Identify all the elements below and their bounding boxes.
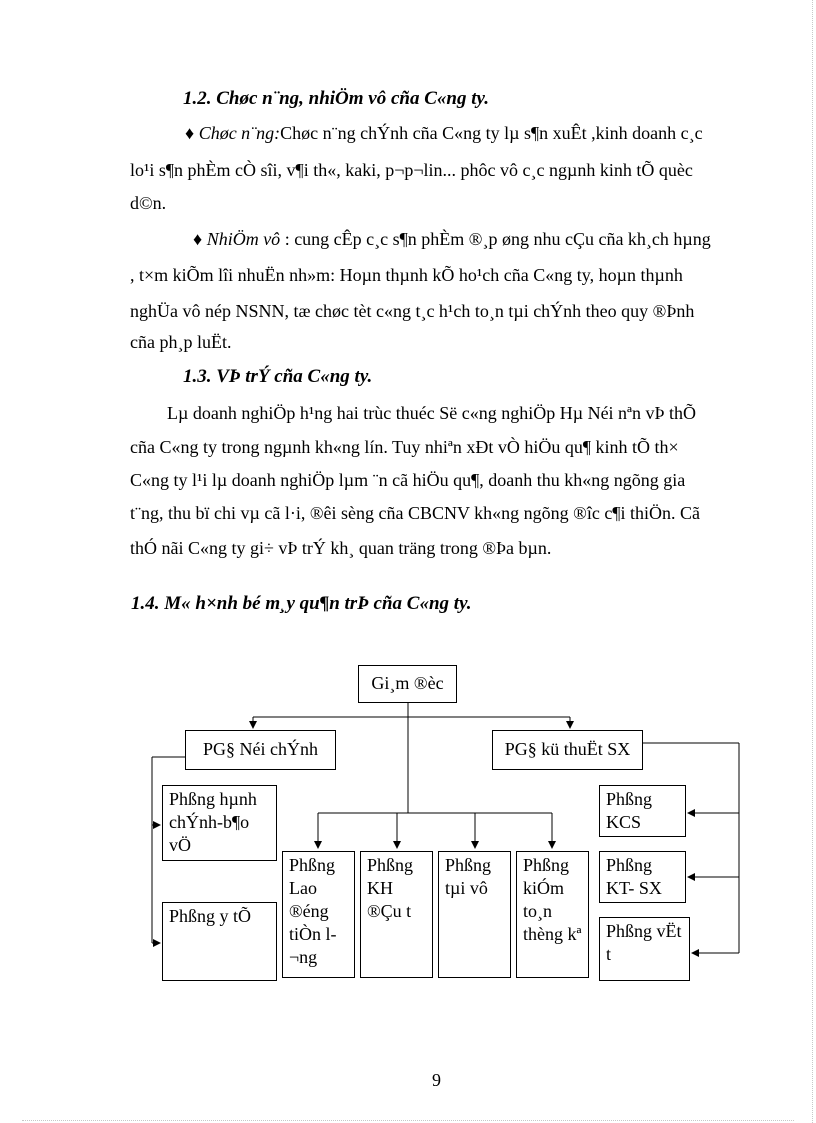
accounting-stats-box: Phßng kiÓm to¸n thèng kª <box>516 851 589 978</box>
finance-box: Phßng tµi vô <box>438 851 511 978</box>
duty-text-line: , t×m kiÕm lîi nhuËn nh»m: Hoµn thµnh kÕ ho¹ch cña C«ng ty, hoµn thµnh <box>130 265 683 285</box>
bullet-diamond-icon: ♦ <box>193 229 203 249</box>
labor-wages-box: Phßng Lao ®éng tiÒn l¬ng <box>282 851 355 978</box>
medical-box: Phßng y tÕ <box>162 902 277 981</box>
heading-1-4: 1.4. M« h×nh bé m¸y qu¶n trÞ cña C«ng ty. <box>131 593 472 614</box>
position-text-line: t¨ng, thu bï chi vµ cã l·i, ®êi sèng cña CBCNV kh«ng ngõng ®îc c¶i thiÖn. Cã <box>130 503 700 523</box>
materials-box: Phßng vËt t <box>599 917 690 981</box>
director-box: Gi¸m ®èc <box>358 665 457 703</box>
deputy-tech-box: PG§ kü thuËt SX <box>492 730 643 770</box>
position-text-line: Lµ doanh nghiÖp h¹ng hai trùc thuéc Së c«ng nghiÖp Hµ Néi nªn vÞ thÕ <box>167 403 697 423</box>
planning-supply-box: Phßng KH ®Çu t <box>360 851 433 978</box>
bullet-diamond-icon: ♦ <box>185 123 195 143</box>
deputy-admin-box: PG§ Néi chÝnh <box>185 730 336 770</box>
tech-production-box: Phßng KT- SX <box>599 851 686 903</box>
duty-text-line: nghÜa vô nép NSNN, tæ chøc tèt c«ng t¸c h¹ch to¸n tµi chÝnh theo quy ®Þnh <box>130 301 695 321</box>
duty-text: : cung cÊp c¸c s¶n phÈm ®¸p øng nhu cÇu cña kh¸ch hµng <box>280 229 711 249</box>
heading-1-3: 1.3. VÞ trÝ cña C«ng ty. <box>183 366 373 387</box>
kcs-box: Phßng KCS <box>599 785 686 837</box>
heading-1-2: 1.2. Chøc n¨ng, nhiÖm vô cña C«ng ty. <box>183 88 489 109</box>
page-right-divider <box>812 0 813 1123</box>
position-text-line: thÓ nãi C«ng ty gi÷ vÞ trÝ kh¸ quan träng trong ®Þa bµn. <box>130 538 552 558</box>
page-bottom-divider <box>22 1120 794 1121</box>
duty-label: NhiÖm vô <box>206 229 281 249</box>
position-text-line: C«ng ty l¹i lµ doanh nghiÖp lµm ¨n cã hiÖu qu¶, doanh thu kh«ng ngõng gia <box>130 470 686 490</box>
function-text: Chøc n¨ng chÝnh cña C«ng ty lµ s¶n xuÊt ,kinh doanh c¸c <box>280 123 703 143</box>
function-text-line: d©n. <box>130 193 167 213</box>
position-text-line: cña C«ng ty trong ngµnh kh«ng lín. Tuy nhiªn xÐt vÒ hiÖu qu¶ kinh tÕ th× <box>130 437 679 457</box>
admin-office-box: Phßng hµnh chÝnh-b¶o vÖ <box>162 785 277 861</box>
duty-text-line: cña ph¸p luËt. <box>130 332 232 352</box>
function-text-line: lo¹i s¶n phÈm cÒ sîi, v¶i th«, kaki, p¬p¬lin... phôc vô c¸c ngµnh kinh tÕ quèc <box>130 160 693 180</box>
page-number: 9 <box>432 1070 441 1090</box>
function-label: Chøc n¨ng: <box>198 123 281 143</box>
